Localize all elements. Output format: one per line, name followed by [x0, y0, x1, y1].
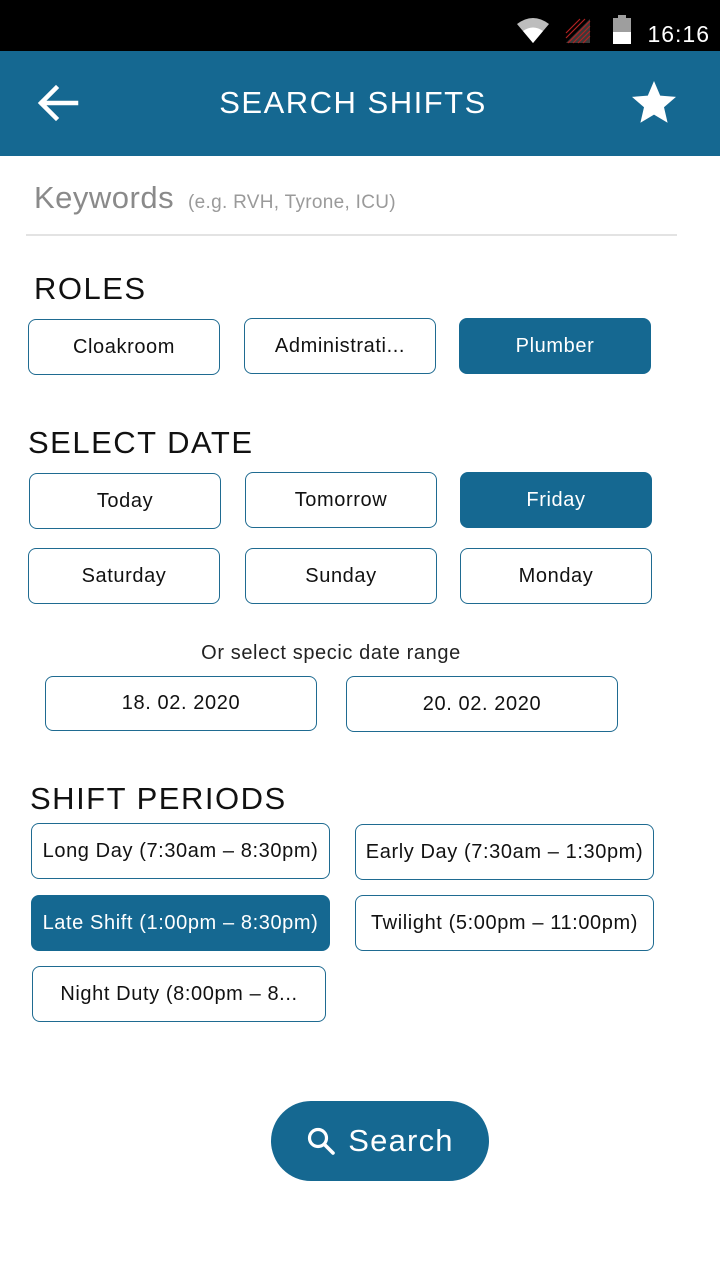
date-range-end-field[interactable]: 20. 02. 2020	[346, 676, 618, 732]
date-chip-sunday[interactable]: Sunday	[245, 548, 437, 604]
star-icon[interactable]	[628, 77, 680, 129]
role-chip-plumber[interactable]: Plumber	[459, 318, 651, 374]
search-icon	[306, 1126, 336, 1156]
shift-chip-late-shift[interactable]: Late Shift (1:00pm – 8:30pm)	[31, 895, 330, 951]
page-title: SEARCH SHIFTS	[219, 85, 487, 120]
date-chip-today[interactable]: Today	[29, 473, 221, 529]
app-bar	[0, 51, 720, 156]
status-bar	[0, 0, 720, 51]
role-chip-administration[interactable]: Administrati...	[244, 318, 436, 374]
battery-icon	[612, 15, 632, 45]
date-chip-tomorrow[interactable]: Tomorrow	[245, 472, 437, 528]
date-range-label: Or select specic date range	[201, 642, 461, 664]
select-date-heading: SELECT DATE	[28, 425, 254, 460]
shift-periods-heading: SHIFT PERIODS	[30, 781, 287, 816]
role-chip-cloakroom[interactable]: Cloakroom	[28, 319, 220, 375]
wifi-icon	[516, 16, 550, 44]
date-range-start-field[interactable]: 18. 02. 2020	[45, 676, 317, 731]
roles-heading: ROLES	[34, 271, 147, 306]
date-chip-friday[interactable]: Friday	[460, 472, 652, 528]
keywords-input[interactable]	[26, 176, 677, 236]
search-button-label: Search	[348, 1123, 454, 1158]
date-chip-saturday[interactable]: Saturday	[28, 548, 220, 604]
status-time: 16:16	[647, 21, 710, 47]
shift-chip-long-day[interactable]: Long Day (7:30am – 8:30pm)	[31, 823, 330, 879]
shift-chip-night-duty[interactable]: Night Duty (8:00pm – 8...	[32, 966, 326, 1022]
no-signal-icon	[565, 18, 591, 44]
search-button[interactable]	[271, 1101, 489, 1181]
keywords-placeholder: Keywords	[34, 180, 175, 215]
shift-chip-early-day[interactable]: Early Day (7:30am – 1:30pm)	[355, 824, 654, 880]
date-chip-monday[interactable]: Monday	[460, 548, 652, 604]
keywords-hint: (e.g. RVH, Tyrone, ICU)	[188, 192, 396, 213]
shift-chip-twilight[interactable]: Twilight (5:00pm – 11:00pm)	[355, 895, 654, 951]
